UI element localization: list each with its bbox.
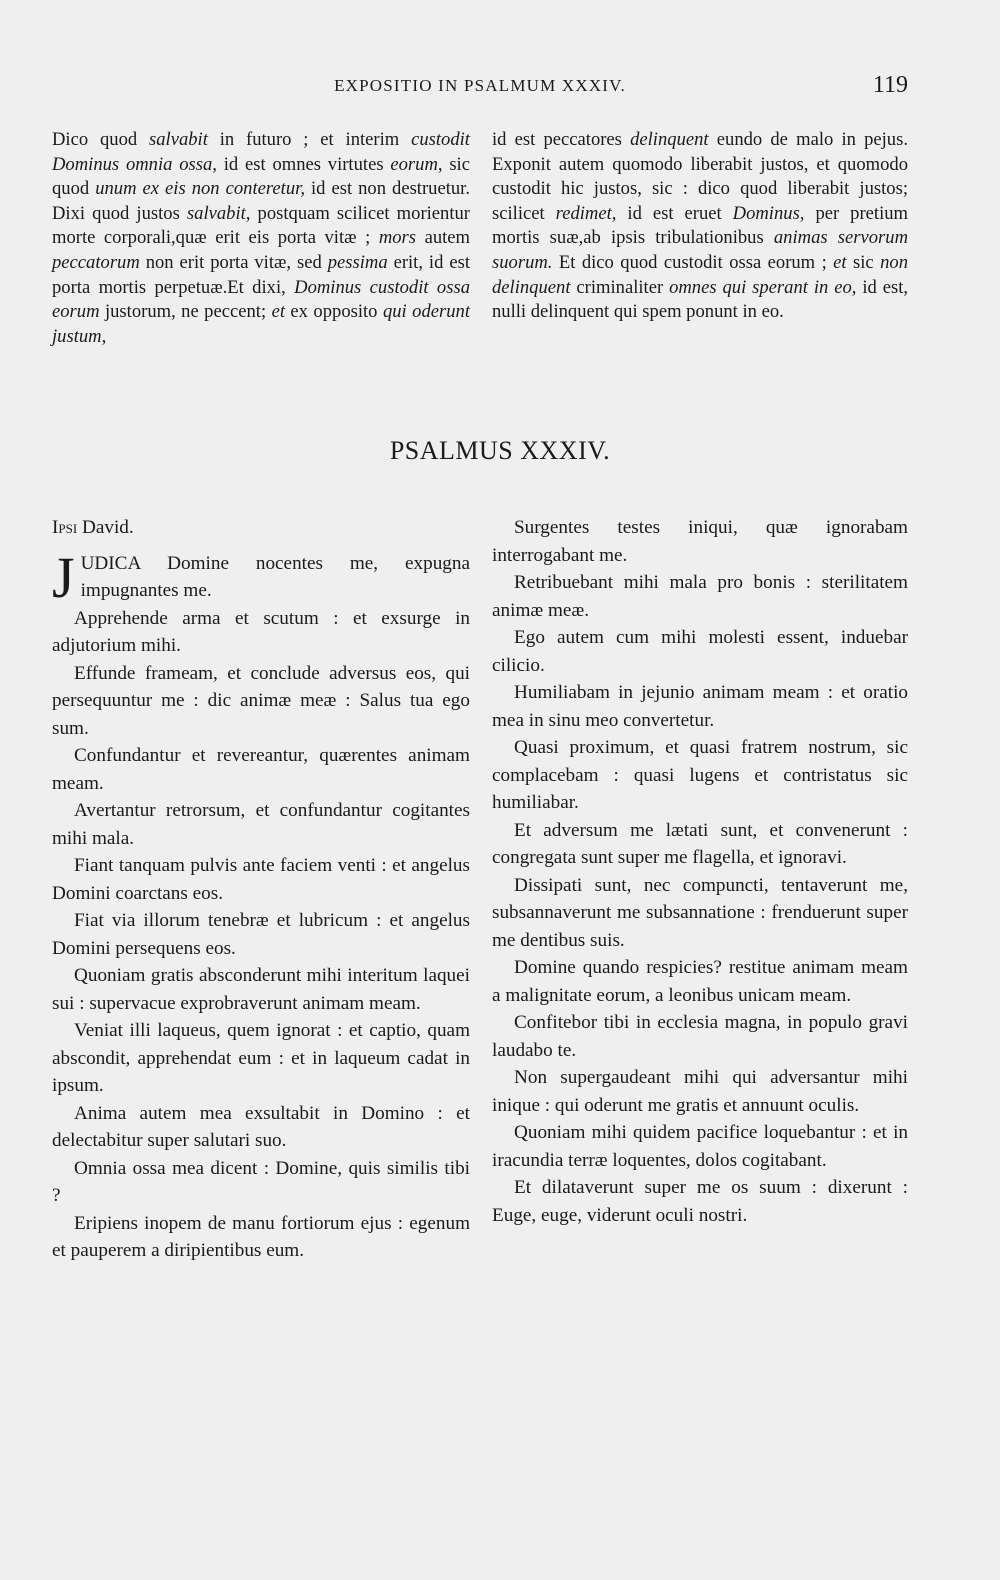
psalm-verse: Quasi proximum, et quasi fratrem nostrum, sic complacebam : quasi lugens et contristatus sic humiliabar. xyxy=(492,737,908,813)
psalm-verse: Fiant tanquam pulvis ante faciem venti : et angelus Domini coarctans eos. xyxy=(52,855,470,904)
text-run: autem xyxy=(416,227,470,249)
drop-cap: J xyxy=(52,544,75,610)
italic-run: pessima xyxy=(327,251,388,273)
italic-run: non delinquent xyxy=(492,251,908,298)
first-verse-text: UDICA Domine nocentes me, expugna impugnantes me. xyxy=(80,552,470,601)
psalm-verse: Quoniam gratis absconderunt mihi interitum laquei sui : supervacue exprobraverunt animam meam. xyxy=(52,965,470,1014)
psalm-verse: Confundantur et revereantur, quærentes animam meam. xyxy=(52,745,470,794)
psalm-verse: Domine quando respicies? restitue animam meam a malignitate eorum, a leonibus unicam meam. xyxy=(492,957,908,1006)
commentary-paragraph xyxy=(492,128,908,325)
italic-run: Dominus, xyxy=(732,202,805,224)
italic-run: unum ex eis non conteretur, xyxy=(95,178,305,200)
psalm-verses-left-column xyxy=(52,514,470,1265)
text-run: Dico quod xyxy=(52,129,149,150)
italic-run: salvabit xyxy=(149,129,208,150)
psalm-verse: Veniat illi laqueus, quem ignorat : et captio, quam abscondit, apprehendat eum : et in laqueum cadat in ipsum. xyxy=(52,1020,470,1096)
psalm-verse: Effunde frameam, et conclude adversus eos, qui persequuntur me : dic animæ meæ : Salus tua ego sum. xyxy=(52,662,470,739)
running-title: EXPOSITIO IN PSALMUM XXXIV. xyxy=(334,76,626,95)
italic-run: qui oderunt justum, xyxy=(52,301,470,347)
psalm-verse: Dissipati sunt, nec compuncti, tentaverunt me, subsannaverunt me subsannatione : frenduerunt super me dentibus suis. xyxy=(492,874,908,951)
commentary-left-column xyxy=(52,128,470,349)
text-run: sic xyxy=(846,251,881,273)
psalm-verse: Ego autem cum mihi molesti essent, induebar cilicio. xyxy=(492,627,908,676)
psalm-verse: Apprehende arma et scutum : et exsurge in adjutorium mihi. xyxy=(52,607,470,656)
commentary-right-column xyxy=(492,128,908,325)
verse-list xyxy=(492,514,908,1229)
text-run: criminaliter xyxy=(570,276,670,298)
page-number: 119 xyxy=(872,72,908,98)
psalm-title-rest: David. xyxy=(77,517,134,538)
italic-run: redimet, xyxy=(555,202,617,224)
psalm-verse: Anima autem mea exsultabit in Domino : et delectabitur super salutari suo. xyxy=(52,1102,470,1151)
psalm-title-smallcaps: Ipsi xyxy=(52,517,78,538)
text-run: postquam scilicet morientur morte corporali,quæ erit eis porta vitæ ; xyxy=(52,202,471,249)
psalm-verse: Quoniam mihi quidem pacifice loquebantur : et in iracundia terræ loquentes, dolos cogitabant. xyxy=(492,1122,908,1171)
psalm-verse: Eripiens inopem de manu fortiorum ejus : egenum et pauperem a diripientibus eum. xyxy=(52,1212,470,1261)
psalm-verse: Fiat via illorum tenebræ et lubricum : et angelus Domini persequens eos. xyxy=(52,910,470,959)
italic-run: et xyxy=(271,301,285,323)
psalm-verse: Surgentes testes iniqui, quæ ignorabam interrogabant me. xyxy=(492,517,908,566)
italic-run: peccatorum xyxy=(52,251,140,273)
text-run: in futuro ; et interim xyxy=(207,129,412,150)
text-run: erit, id est porta mortis perpetuæ.Et dixi, xyxy=(52,251,470,298)
italic-run: Dominus custodit ossa eorum xyxy=(52,276,470,323)
psalm-title xyxy=(52,514,470,542)
text-run: Et dico quod custodit ossa eorum ; xyxy=(552,251,834,273)
text-run: id est peccatores xyxy=(492,129,631,150)
psalm-verse: Et adversum me lætati sunt, et convenerunt : congregata sunt super me flagella, et ignoravi. xyxy=(492,819,908,868)
italic-run: et xyxy=(833,251,847,273)
page-header xyxy=(52,72,908,102)
text-run: ex opposito xyxy=(284,301,383,323)
commentary-paragraph xyxy=(52,128,470,349)
psalm-verse: Avertantur retrorsum, et confundantur cogitantes mihi mala. xyxy=(52,800,470,849)
psalm-verse: Confitebor tibi in ecclesia magna, in populo gravi laudabo te. xyxy=(492,1012,908,1061)
text-run: id est eruet xyxy=(616,202,733,224)
italic-run: mors xyxy=(378,227,417,249)
italic-run: custodit Dominus omnia ossa, xyxy=(52,129,470,175)
text-run: id est omnes virtutes xyxy=(216,153,391,175)
psalm-verse: Et dilataverunt super me os suum : dixerunt : Euge, euge, viderunt oculi nostri. xyxy=(492,1177,908,1226)
text-run: id est, nulli delinquent qui spem ponunt in eo. xyxy=(492,276,909,323)
italic-run: omnes qui sperant in eo, xyxy=(669,276,857,298)
psalm-verse: Omnia ossa mea dicent : Domine, quis similis tibi ? xyxy=(52,1157,470,1206)
psalm-verse: Humiliabam in jejunio animam meam : et oratio mea in sinu meo convertetur. xyxy=(492,682,908,731)
text-run: per pretium mortis suæ,ab ipsis tribulationibus xyxy=(492,202,909,249)
italic-run: delinquent xyxy=(630,129,709,150)
text-run: id est non destruetur. Dixi quod justos xyxy=(52,178,470,224)
psalm-verse: Retribuebant mihi mala pro bonis : sterilitatem animæ meæ. xyxy=(492,572,908,621)
first-verse xyxy=(52,544,470,610)
psalm-verses-right-column xyxy=(492,514,908,1229)
psalm-verse: Non supergaudeant mihi qui adversantur mihi inique : qui oderunt me gratis et annuunt oculis. xyxy=(492,1067,908,1116)
italic-run: animas servorum suorum. xyxy=(492,227,908,273)
italic-run: eorum, xyxy=(390,153,443,175)
italic-run: salvabit, xyxy=(186,202,251,224)
text-run: sic quod xyxy=(52,153,470,200)
text-run: non erit porta vitæ, sed xyxy=(139,251,328,273)
psalm-heading: PSALMUS XXXIV. xyxy=(389,436,611,465)
text-run: eundo de malo in pejus. Exponit autem quomodo liberabit justos, et quomodo custodit hic justos, sic : dico quod liberabit justos; scilicet xyxy=(492,129,908,224)
verse-list xyxy=(52,605,470,1265)
text-run: justorum, ne peccent; xyxy=(99,301,272,323)
